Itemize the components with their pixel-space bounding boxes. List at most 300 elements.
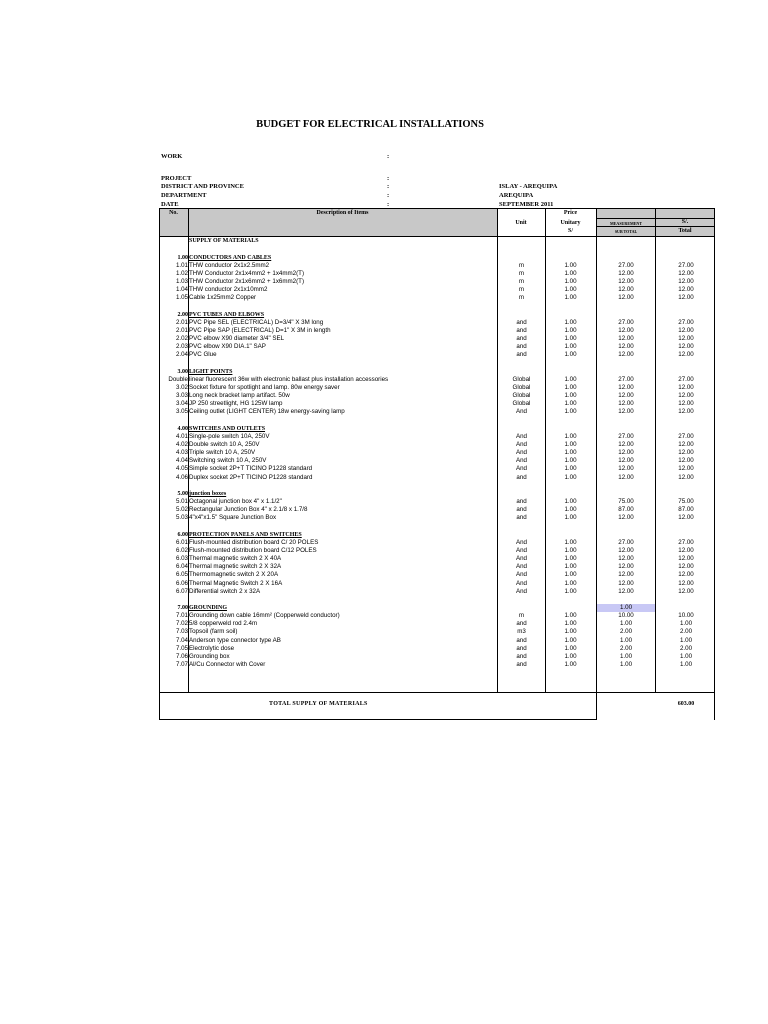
item-measurement: 12.00 [618,465,634,473]
item-number: 1.05 [175,294,188,302]
item-unit: m [518,261,525,269]
item-measurement: 27.00 [618,318,634,326]
item-price: 1.00 [564,335,577,342]
table-row [159,506,715,514]
item-number: 4.03 [175,449,188,457]
item-measurement: 12.00 [618,563,634,571]
total-value: 603.00 [677,701,695,707]
item-number: 3.02 [175,383,188,391]
item-price: 1.00 [564,286,577,294]
item-description: LIGHT POINTS [189,368,233,375]
item-total: 12.00 [678,514,694,522]
item-number: 4.00 [177,425,188,432]
table-row [159,620,715,628]
table-row [159,539,715,547]
item-number: 2.01 [175,318,188,326]
item-total: 27.00 [678,261,694,269]
item-price: 1.00 [564,644,577,652]
header-no: No. [169,210,178,216]
item-unit: and [516,343,527,351]
table-row [159,555,715,563]
item-description: Grounding box [189,652,230,660]
table-row [159,580,715,588]
item-number: 7.03 [175,628,188,636]
item-unit: And [515,579,527,587]
item-unit: And [515,408,527,416]
item-measurement: 87.00 [618,506,634,514]
item-description: CONDUCTORS AND CABLES [189,254,272,261]
item-unit: and [516,644,527,652]
info-colon: : [387,201,390,208]
item-unit: m3 [517,628,526,636]
info-label: WORK [161,153,183,160]
item-description: PVC elbow X90 DIA.1" SAP [189,343,266,351]
item-total: 12.00 [678,294,694,302]
item-measurement: 12.00 [618,449,634,457]
item-unit: And [515,587,527,595]
item-number: 7.04 [175,636,188,644]
item-total: 12.00 [678,351,694,359]
item-number: 7.00 [177,604,188,611]
item-description: Topsoil (farm soil) [189,628,238,636]
item-description: linear fluorescent 36w with electronic ballast plus installation accessories [189,375,389,383]
info-colon: : [387,183,390,190]
item-description: Triple switch 10 A, 250V [189,449,256,457]
info-value: AREQUIPA [499,192,534,199]
row-rule [597,226,715,227]
item-measurement: 12.00 [618,277,634,285]
item-description: junction boxes [189,490,227,497]
item-unit: and [516,498,527,505]
table-row [159,571,715,579]
item-total: 87.00 [678,506,694,514]
item-unit: And [515,563,527,571]
item-description: Simple socket 2P+T TICINO P1228 standard [189,465,313,473]
item-measurement: 12.00 [618,546,634,554]
item-number: Double [168,375,188,383]
item-measurement: 27.00 [618,261,634,269]
table-row [159,327,715,335]
item-unit: and [516,661,527,668]
item-price: 1.00 [564,612,577,620]
item-measurement: 12.00 [618,351,634,359]
item-unit: and [516,473,527,481]
item-total: 12.00 [678,579,694,587]
item-description: Single-pole switch 10A, 250V [189,432,270,440]
item-price: 1.00 [564,277,577,285]
item-price: 1.00 [564,294,577,302]
item-measurement: 1.00 [619,636,633,644]
item-description: Socket fixture for spotlight and lamp. 80w energy saver [189,383,340,391]
item-total: 1.00 [679,661,693,668]
item-price: 1.00 [564,375,577,383]
item-number: 4.05 [175,465,188,473]
item-price: 1.00 [564,514,577,522]
item-unit: and [516,326,527,334]
item-number: 6.07 [175,587,188,595]
table-row [159,653,715,661]
item-unit: and [516,652,527,660]
item-description: Thermal magnetic switch 2 X 40A [189,555,282,563]
item-total: 27.00 [678,318,694,326]
item-number: 6.03 [175,555,188,563]
item-price: 1.00 [564,538,577,546]
info-colon: : [387,175,390,182]
item-description: Thermomagnetic switch 2 X 20A [189,571,279,579]
budget-table [159,208,715,720]
item-unit: m [518,277,525,285]
item-unit: and [516,514,527,522]
item-unit: Global [512,375,531,383]
table-row [159,514,715,522]
item-unit: And [515,457,527,465]
header-measurement: MEASUREMENT [609,221,642,226]
table-row [159,286,715,294]
item-unit: And [515,538,527,546]
table-row [159,433,715,441]
table-row [159,628,715,636]
item-description: THW conductor 2x1x2.5mm2 [189,261,270,269]
item-number: 5.01 [175,498,188,505]
item-price: 1.00 [564,473,577,481]
item-measurement: 12.00 [618,579,634,587]
item-measurement: 12.00 [618,392,634,400]
info-label: DEPARTMENT [161,192,207,199]
info-value: ISLAY - AREQUIPA [499,183,558,190]
item-number: 6.01 [175,538,188,546]
item-description: THW Conductor 2x1x6mm2 + 1x6mm2(T) [189,277,305,285]
item-price: 1.00 [564,620,577,628]
item-total: 12.00 [678,563,694,571]
table-row [159,351,715,359]
item-number: 7.05 [175,644,188,652]
section-row [159,490,715,498]
item-unit: and [516,636,527,644]
item-number: 4.01 [175,432,188,440]
item-description: PVC elbow X90 diameter 3/4" SEL [189,335,285,342]
item-measurement: 2.00 [619,628,633,636]
item-unit: and [516,351,527,359]
header-price-line2: Unitary [560,220,581,226]
item-measurement: 12.00 [618,383,634,391]
item-number: 1.03 [175,277,188,285]
info-colon: : [387,192,390,199]
item-description: Rectangular Junction Box 4" x 2.1/8 x 1.7/8 [189,506,308,514]
item-unit: m [518,612,525,620]
item-price: 1.00 [564,400,577,408]
header-description: Description of Items [316,210,369,216]
header-subtotal: SUB TOTAL [614,229,638,234]
item-price: 1.00 [564,652,577,660]
item-unit: m [518,286,525,294]
table-row [159,645,715,653]
item-measurement: 1.00 [619,661,633,668]
item-unit: And [515,546,527,554]
item-total: 12.00 [678,335,694,342]
item-unit: and [516,318,527,326]
item-price: 1.00 [564,351,577,359]
item-description: Cable 1x25mm2 Copper [189,294,257,302]
item-measurement: 12.00 [618,269,634,277]
item-price: 1.00 [564,326,577,334]
table-row [159,270,715,278]
item-number: 4.06 [175,473,188,481]
table-row [159,637,715,645]
section-row [159,368,715,376]
table-row [159,465,715,473]
item-measurement: 27.00 [618,432,634,440]
item-total: 12.00 [678,473,694,481]
item-number: 1.00 [177,254,188,261]
item-unit: And [515,555,527,563]
item-price: 1.00 [564,457,577,465]
item-measurement: 12.00 [618,335,634,342]
table-row [159,408,715,416]
table-row [159,563,715,571]
table-row [159,343,715,351]
item-measurement: 10.00 [618,612,634,620]
item-total: 12.00 [678,286,694,294]
item-total: 10.00 [678,612,694,620]
item-unit: And [515,432,527,440]
item-description: Grounding down cable 16mm² (Copperweld conductor) [189,612,340,620]
item-total: 12.00 [678,555,694,563]
item-measurement: 27.00 [618,538,634,546]
item-number: 6.05 [175,571,188,579]
item-measurement: 1.00 [597,604,655,612]
item-description: Anderson type connector type AB [189,636,281,644]
item-total: 12.00 [678,277,694,285]
item-price: 1.00 [564,587,577,595]
table-row [159,661,715,669]
item-price: 1.00 [564,563,577,571]
item-measurement: 27.00 [618,375,634,383]
item-price: 1.00 [564,636,577,644]
item-description: Flush-mounted distribution board C/12 POLES [189,546,317,554]
item-total: 12.00 [678,408,694,416]
item-total: 12.00 [678,383,694,391]
header-soles: S/. [681,219,689,225]
info-colon: : [387,153,390,160]
item-number: 7.01 [175,612,188,620]
item-description: Electrolytic dose [189,644,235,652]
item-total: 12.00 [678,449,694,457]
item-price: 1.00 [564,392,577,400]
table-row [159,612,715,620]
item-measurement: 12.00 [618,343,634,351]
table-row [159,335,715,343]
item-measurement: 12.00 [618,514,634,522]
item-number: 6.02 [175,546,188,554]
item-description: JP 250 streetlight, HG 125W lamp [189,400,283,408]
item-total: 1.00 [679,636,693,644]
item-total: 12.00 [678,269,694,277]
item-price: 1.00 [564,269,577,277]
section-row [159,425,715,433]
row-rule [159,719,597,720]
table-row [159,474,715,482]
item-number: 1.02 [175,269,188,277]
table-row [159,498,715,506]
info-label: DATE [161,201,179,208]
item-price: 1.00 [564,546,577,554]
item-number: 3.04 [175,400,188,408]
item-description: Switching switch 10 A, 250V [189,457,267,465]
item-price: 1.00 [564,555,577,563]
item-unit: Global [512,383,531,391]
header-price-line1: Price [563,210,578,216]
item-price: 1.00 [564,661,577,668]
item-number: 4.04 [175,457,188,465]
row-rule [159,236,715,237]
section-row [159,254,715,262]
item-measurement: 12.00 [618,587,634,595]
item-total: 12.00 [678,392,694,400]
item-price: 1.00 [564,383,577,391]
table-row [159,547,715,555]
item-description: Flush-mounted distribution board C/ 20 POLES [189,538,319,546]
table-row [159,278,715,286]
table-row [159,376,715,384]
item-number: 7.06 [175,652,188,660]
item-measurement: 12.00 [618,408,634,416]
item-total: 12.00 [678,326,694,334]
item-unit: m [518,294,525,302]
item-unit: And [515,571,527,579]
item-unit: and [516,620,527,628]
item-description: THW conductor 2x1x10mm2 [189,286,268,294]
item-price: 1.00 [564,261,577,269]
item-number: 2.04 [175,351,188,359]
item-measurement: 12.00 [618,571,634,579]
item-unit: Global [512,400,531,408]
item-description: PVC Glue [189,351,217,359]
item-description: GROUNDING [189,604,228,611]
item-total: 27.00 [678,375,694,383]
item-number: 5.00 [177,490,188,497]
item-total: 12.00 [678,400,694,408]
table-row [159,294,715,302]
item-description: 4"x4"x1.5" Square Junction Box [189,514,277,522]
item-description: Octagonal junction box 4" x 1.1/2" [189,498,282,505]
item-number: 3.03 [175,392,188,400]
item-price: 1.00 [564,432,577,440]
item-unit: and [516,506,527,514]
item-total: 2.00 [679,628,693,636]
header-total: Total [678,228,692,234]
item-number: 7.07 [175,661,188,668]
row-rule [159,692,715,693]
supply-title: SUPPLY OF MATERIALS [189,238,259,244]
item-total: 27.00 [678,432,694,440]
table-row [159,262,715,270]
header-price-line3: S/ [567,228,573,234]
item-price: 1.00 [564,449,577,457]
item-number: 6.00 [177,531,188,538]
item-price: 1.00 [564,408,577,416]
header-unit: Unit [515,220,527,226]
table-row [159,588,715,596]
item-number: 2.03 [175,343,188,351]
item-measurement: 12.00 [618,294,634,302]
item-price: 1.00 [564,506,577,514]
item-total: 12.00 [678,457,694,465]
item-number: 3.00 [177,368,188,375]
page-title: BUDGET FOR ELECTRICAL INSTALLATIONS [256,119,484,130]
item-measurement: 12.00 [618,555,634,563]
section-row [159,531,715,539]
item-description: Duplex socket 2P+T TICINO P1228 standard [189,473,313,481]
item-unit: And [515,449,527,457]
item-total: 12.00 [678,546,694,554]
item-description: Long neck bracket lamp artifact. 50w [189,392,290,400]
item-number: 7.02 [175,620,188,628]
info-value: SEPTEMBER 2011 [499,201,554,208]
item-measurement: 12.00 [618,400,634,408]
item-measurement: 1.00 [619,620,633,628]
item-measurement: 12.00 [618,326,634,334]
item-total: 12.00 [678,465,694,473]
item-number: 1.04 [175,286,188,294]
section-row [159,604,715,612]
item-total: 2.00 [679,644,693,652]
item-total: 12.00 [678,571,694,579]
info-label: DISTRICT AND PROVINCE [161,183,244,190]
item-unit: And [515,465,527,473]
item-unit: m [518,269,525,277]
item-number: 6.04 [175,563,188,571]
item-description: Ceiling outlet (LIGHT CENTER) 18w energy-saving lamp [189,408,345,416]
table-row [159,457,715,465]
item-total: 27.00 [678,538,694,546]
item-total: 12.00 [678,440,694,448]
item-measurement: 1.00 [619,652,633,660]
info-label: PROJECT [161,175,192,182]
item-unit: And [515,440,527,448]
table-row [159,319,715,327]
item-measurement: 12.00 [618,286,634,294]
item-description: Differential switch 2 x 32A [189,587,261,595]
item-price: 1.00 [564,343,577,351]
item-total: 75.00 [678,498,694,505]
item-description: THW Conductor 2x1x4mm2 + 1x4mm2(T) [189,269,305,277]
item-description: SWITCHES AND OUTLETS [189,425,266,432]
item-measurement: 12.00 [618,457,634,465]
item-total: 12.00 [678,587,694,595]
item-measurement: 75.00 [618,498,634,505]
table-row [159,449,715,457]
item-number: 1.01 [175,261,188,269]
item-description: 5/8 copperweld rod 2.4m [189,620,258,628]
table-row [159,392,715,400]
item-number: 2.02 [175,335,188,342]
item-number: 2.00 [177,311,188,318]
item-measurement: 12.00 [618,440,634,448]
item-description: Thermal Magnetic Switch 2 X 16A [189,579,283,587]
item-number: 2.01 [175,326,188,334]
item-unit: Global [512,392,531,400]
item-number: 5.03 [175,514,188,522]
item-total: 1.00 [679,652,693,660]
item-description: Thermal magnetic switch 2 X 32A [189,563,282,571]
item-description: Al/Cu Connector with Cover [189,661,266,668]
table-row [159,384,715,392]
item-price: 1.00 [564,318,577,326]
item-total: 1.00 [679,620,693,628]
item-price: 1.00 [564,628,577,636]
row-rule [159,208,715,209]
item-description: PVC Pipe SEL (ELECTRICAL) D=3/4" X 3M long [189,318,324,326]
